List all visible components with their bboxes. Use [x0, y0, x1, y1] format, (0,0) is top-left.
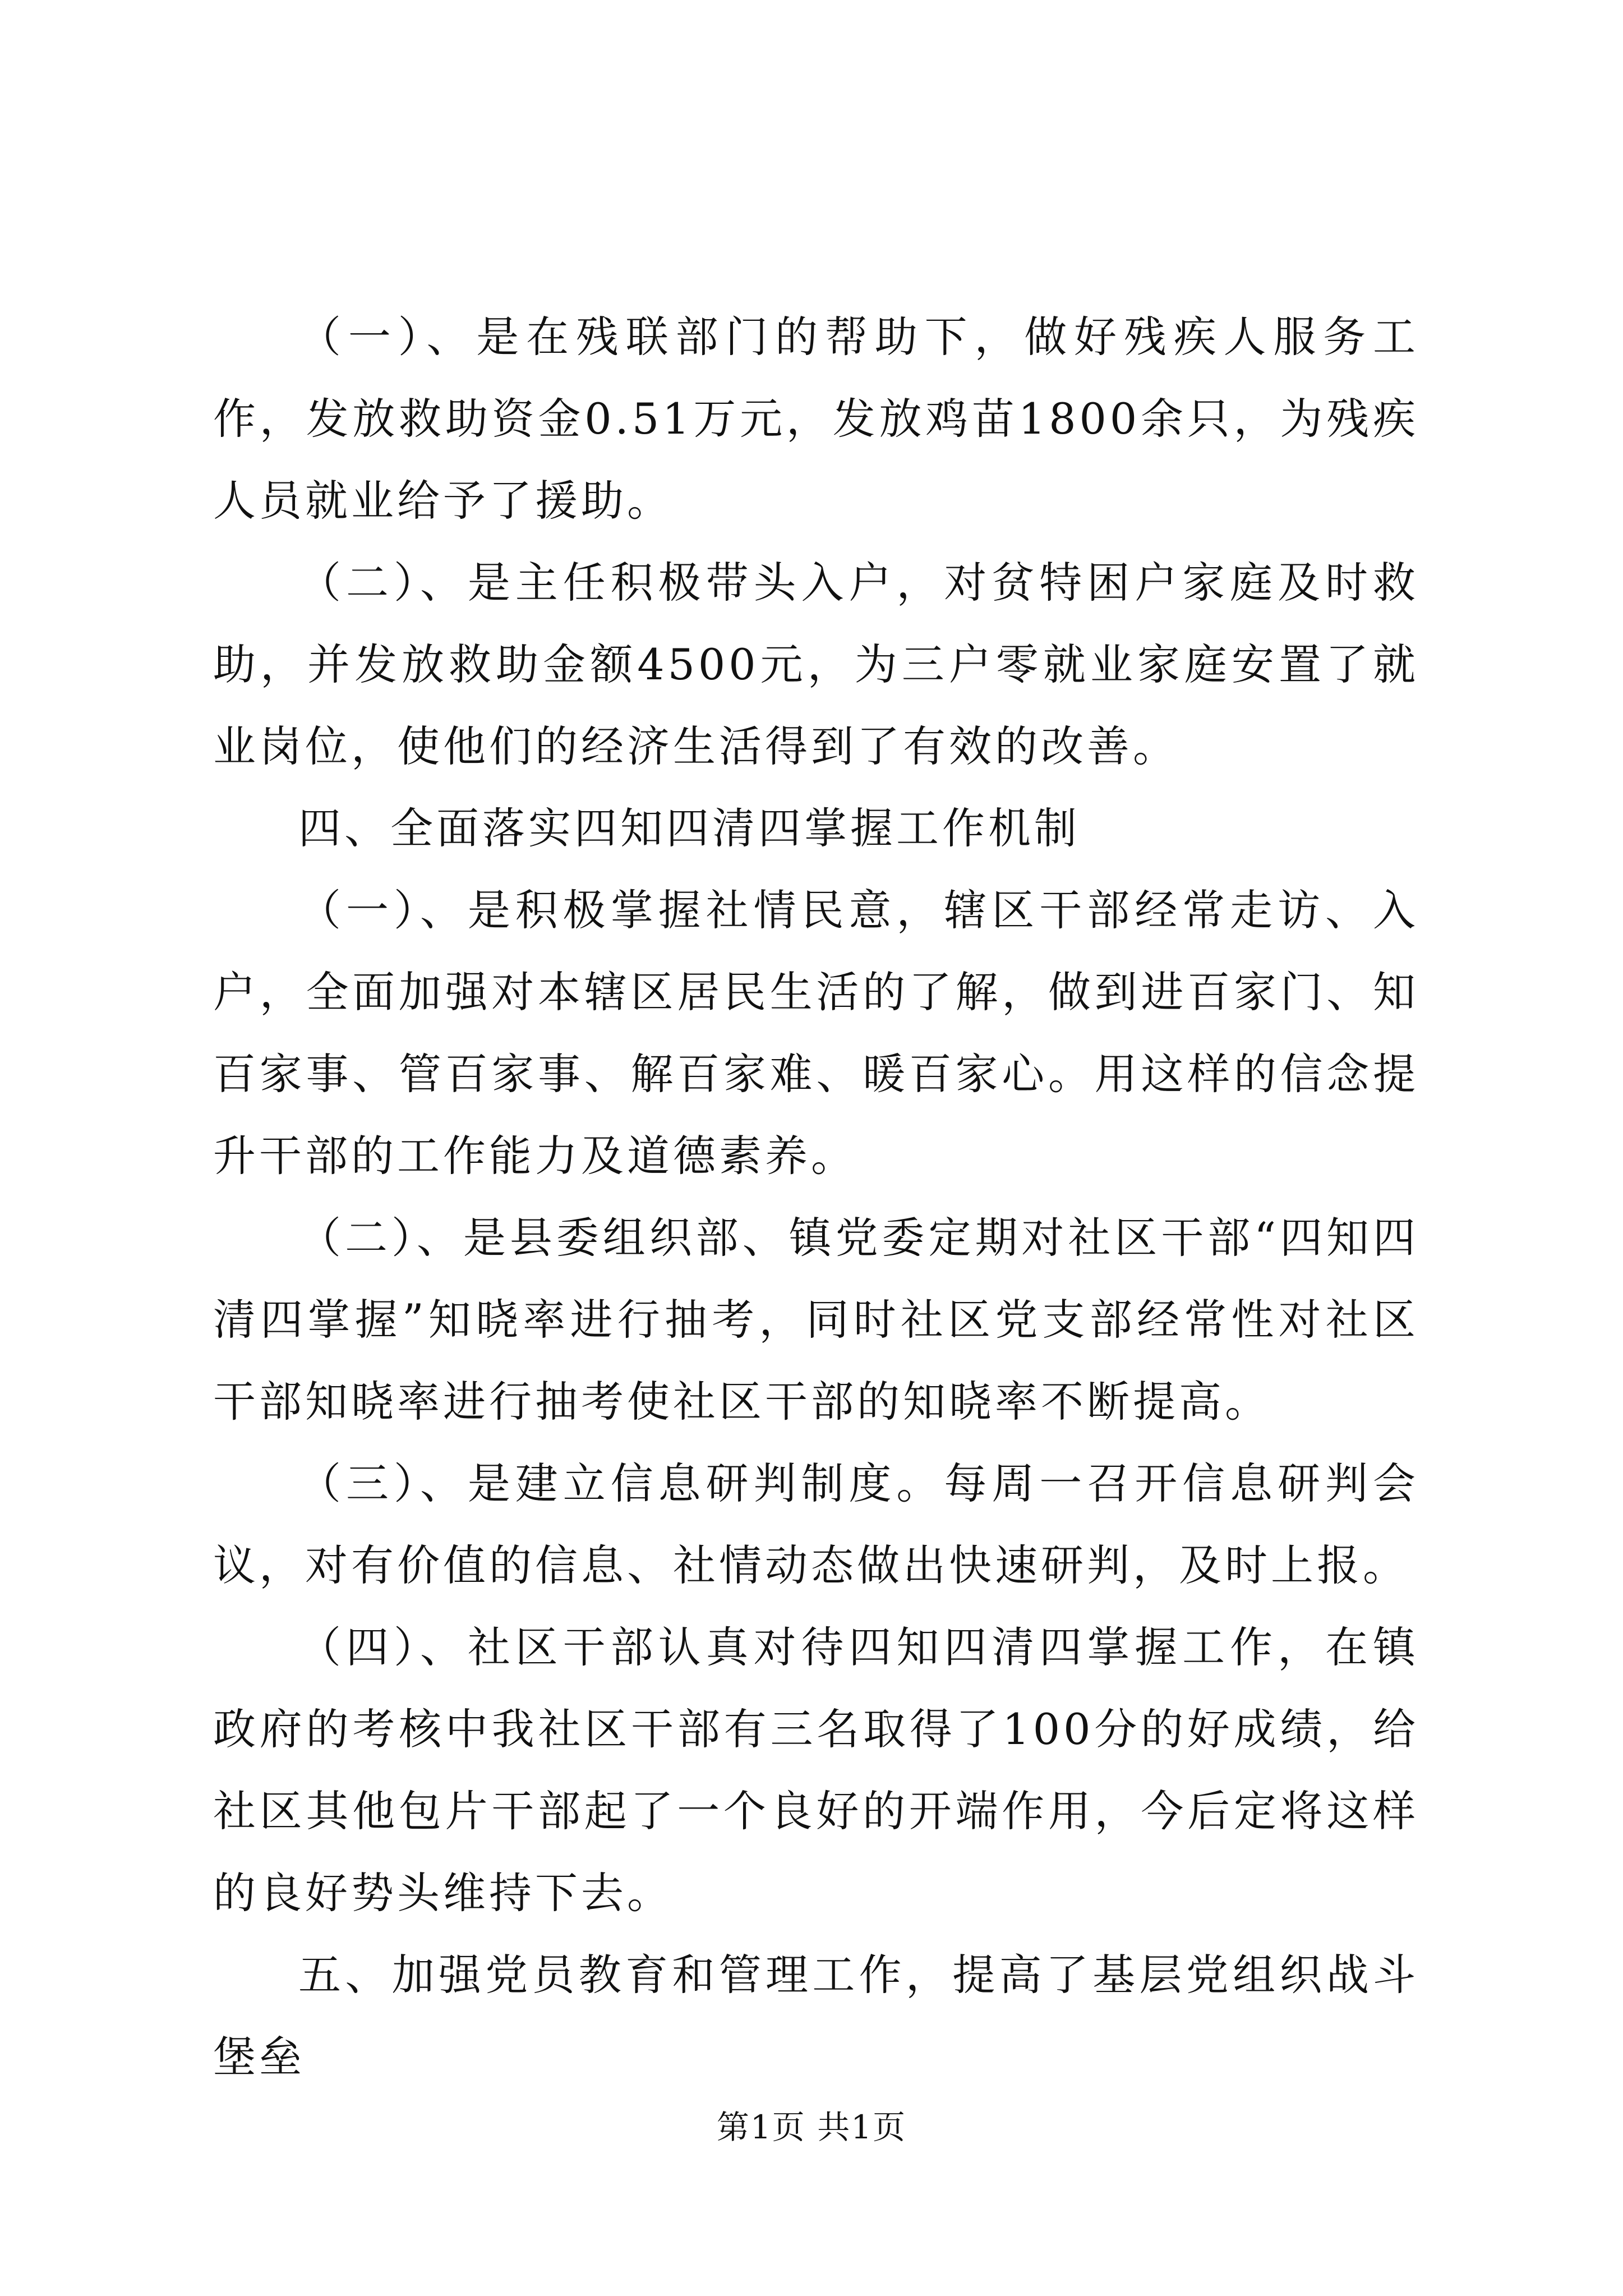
section-heading-five: 五、加强党员教育和管理工作，提高了基层党组织战斗堡垒 — [213, 1950, 1419, 2082]
paragraph-disability-services: （一）、是在残联部门的帮助下，做好残疾人服务工作，发放救助资金0.51万元，发放鸡苗1800余只，为残疾人员就业给予了援助。 — [213, 312, 1419, 526]
paragraph-poverty-relief: （二）、是主任积极带头入户，对贫特困户家庭及时救助，并发放救助金额4500元，为三户零就业家庭安置了就业岗位，使他们的经济生活得到了有效的改善。 — [213, 558, 1419, 771]
document-body — [213, 296, 1419, 2098]
paragraph-awareness-check: （二）、是县委组织部、镇党委定期对社区干部“四知四清四掌握”知晓率进行抽考，同时社区党支部经常性对社区干部知晓率进行抽考使社区干部的知晓率不断提高。 — [213, 1213, 1419, 1427]
paragraph-assessment-results: （四）、社区干部认真对待四知四清四掌握工作，在镇政府的考核中我社区干部有三名取得了100分的好成绩，给社区其他包片干部起了一个良好的开端作用，今后定将这样的良好势头维持下去。 — [213, 1622, 1419, 1918]
section-heading-four: 四、全面落实四知四清四掌握工作机制 — [298, 803, 1080, 853]
paragraph-info-analysis: （三）、是建立信息研判制度。每周一召开信息研判会议，对有价值的信息、社情动态做出快速研判，及时上报。 — [213, 1458, 1419, 1590]
page-footer: 第1页 共1页 — [716, 2108, 907, 2146]
paragraph-public-opinion: （一）、是积极掌握社情民意，辖区干部经常走访、入户，全面加强对本辖区居民生活的了解，做到进百家门、知百家事、管百家事、解百家难、暖百家心。用这样的信念提升干部的工作能力及道德素养。 — [213, 885, 1419, 1181]
